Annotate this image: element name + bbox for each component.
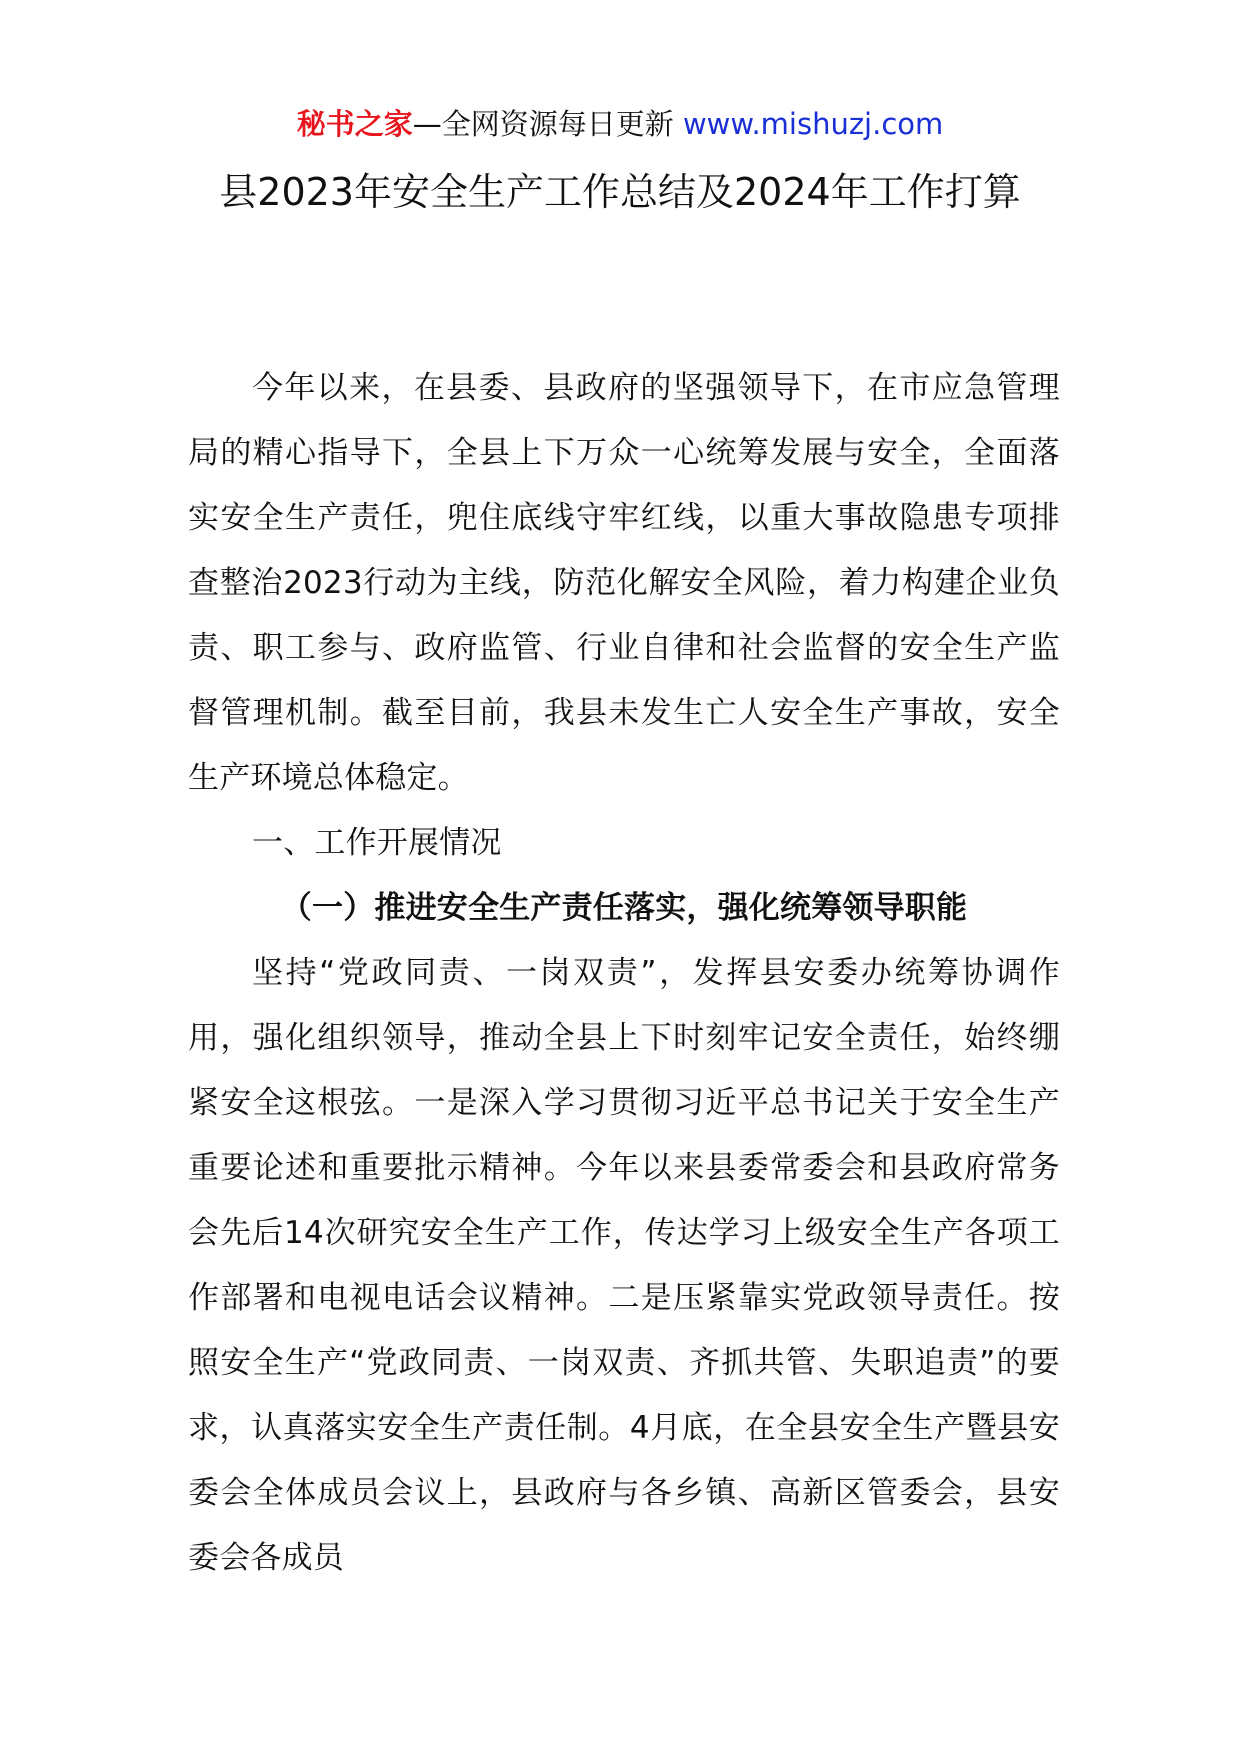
site-header [0,100,1240,148]
document-title: 县2023年安全生产工作总结及2024年工作打算 [219,170,1021,214]
subsection-paragraph: 坚持“党政同责、一岗双责”，发挥县安委办统筹协调作用，强化组织领导，推动全县上下时刻牢记安全责任，始终绷紧安全这根弦。一是深入学习贯彻习近平总书记关于安全生产重要论述和重要批示精神。今年以来县委常委会和县政府常务会先后14次研究安全生产工作，传达学习上级安全生产各项工作部署和电视电话会议精神。二是压紧靠实党政领导责任。按照安全生产“党政同责、一岗双责、齐抓共管、失职追责”的要求，认真落实安全生产责任制。4月底，在全县安全生产暨县安委会全体成员会议上，县政府与各乡镇、高新区管委会，县安委会各成员 [188,955,1060,1576]
site-url: www.mishuzj.com [682,107,944,141]
site-brand: 秘书之家 [296,107,413,141]
document-body [188,356,1060,1591]
section-heading: 一、工作开展情况 [252,825,502,861]
subsection-heading: （一）推进安全生产责任落实，强化统筹领导职能 [280,890,968,926]
site-slogan: —全网资源每日更新 [412,107,674,141]
intro-paragraph: 今年以来，在县委、县政府的坚强领导下，在市应急管理局的精心指导下，全县上下万众一心统筹发展与安全，全面落实安全生产责任，兜住底线守牢红线，以重大事故隐患专项排查整治2023行动为主线，防范化解安全风险，着力构建企业负责、职工参与、政府监管、行业自律和社会监督的安全生产监督管理机制。截至目前，我县未发生亡人安全生产事故，安全生产环境总体稳定。 [188,370,1060,796]
